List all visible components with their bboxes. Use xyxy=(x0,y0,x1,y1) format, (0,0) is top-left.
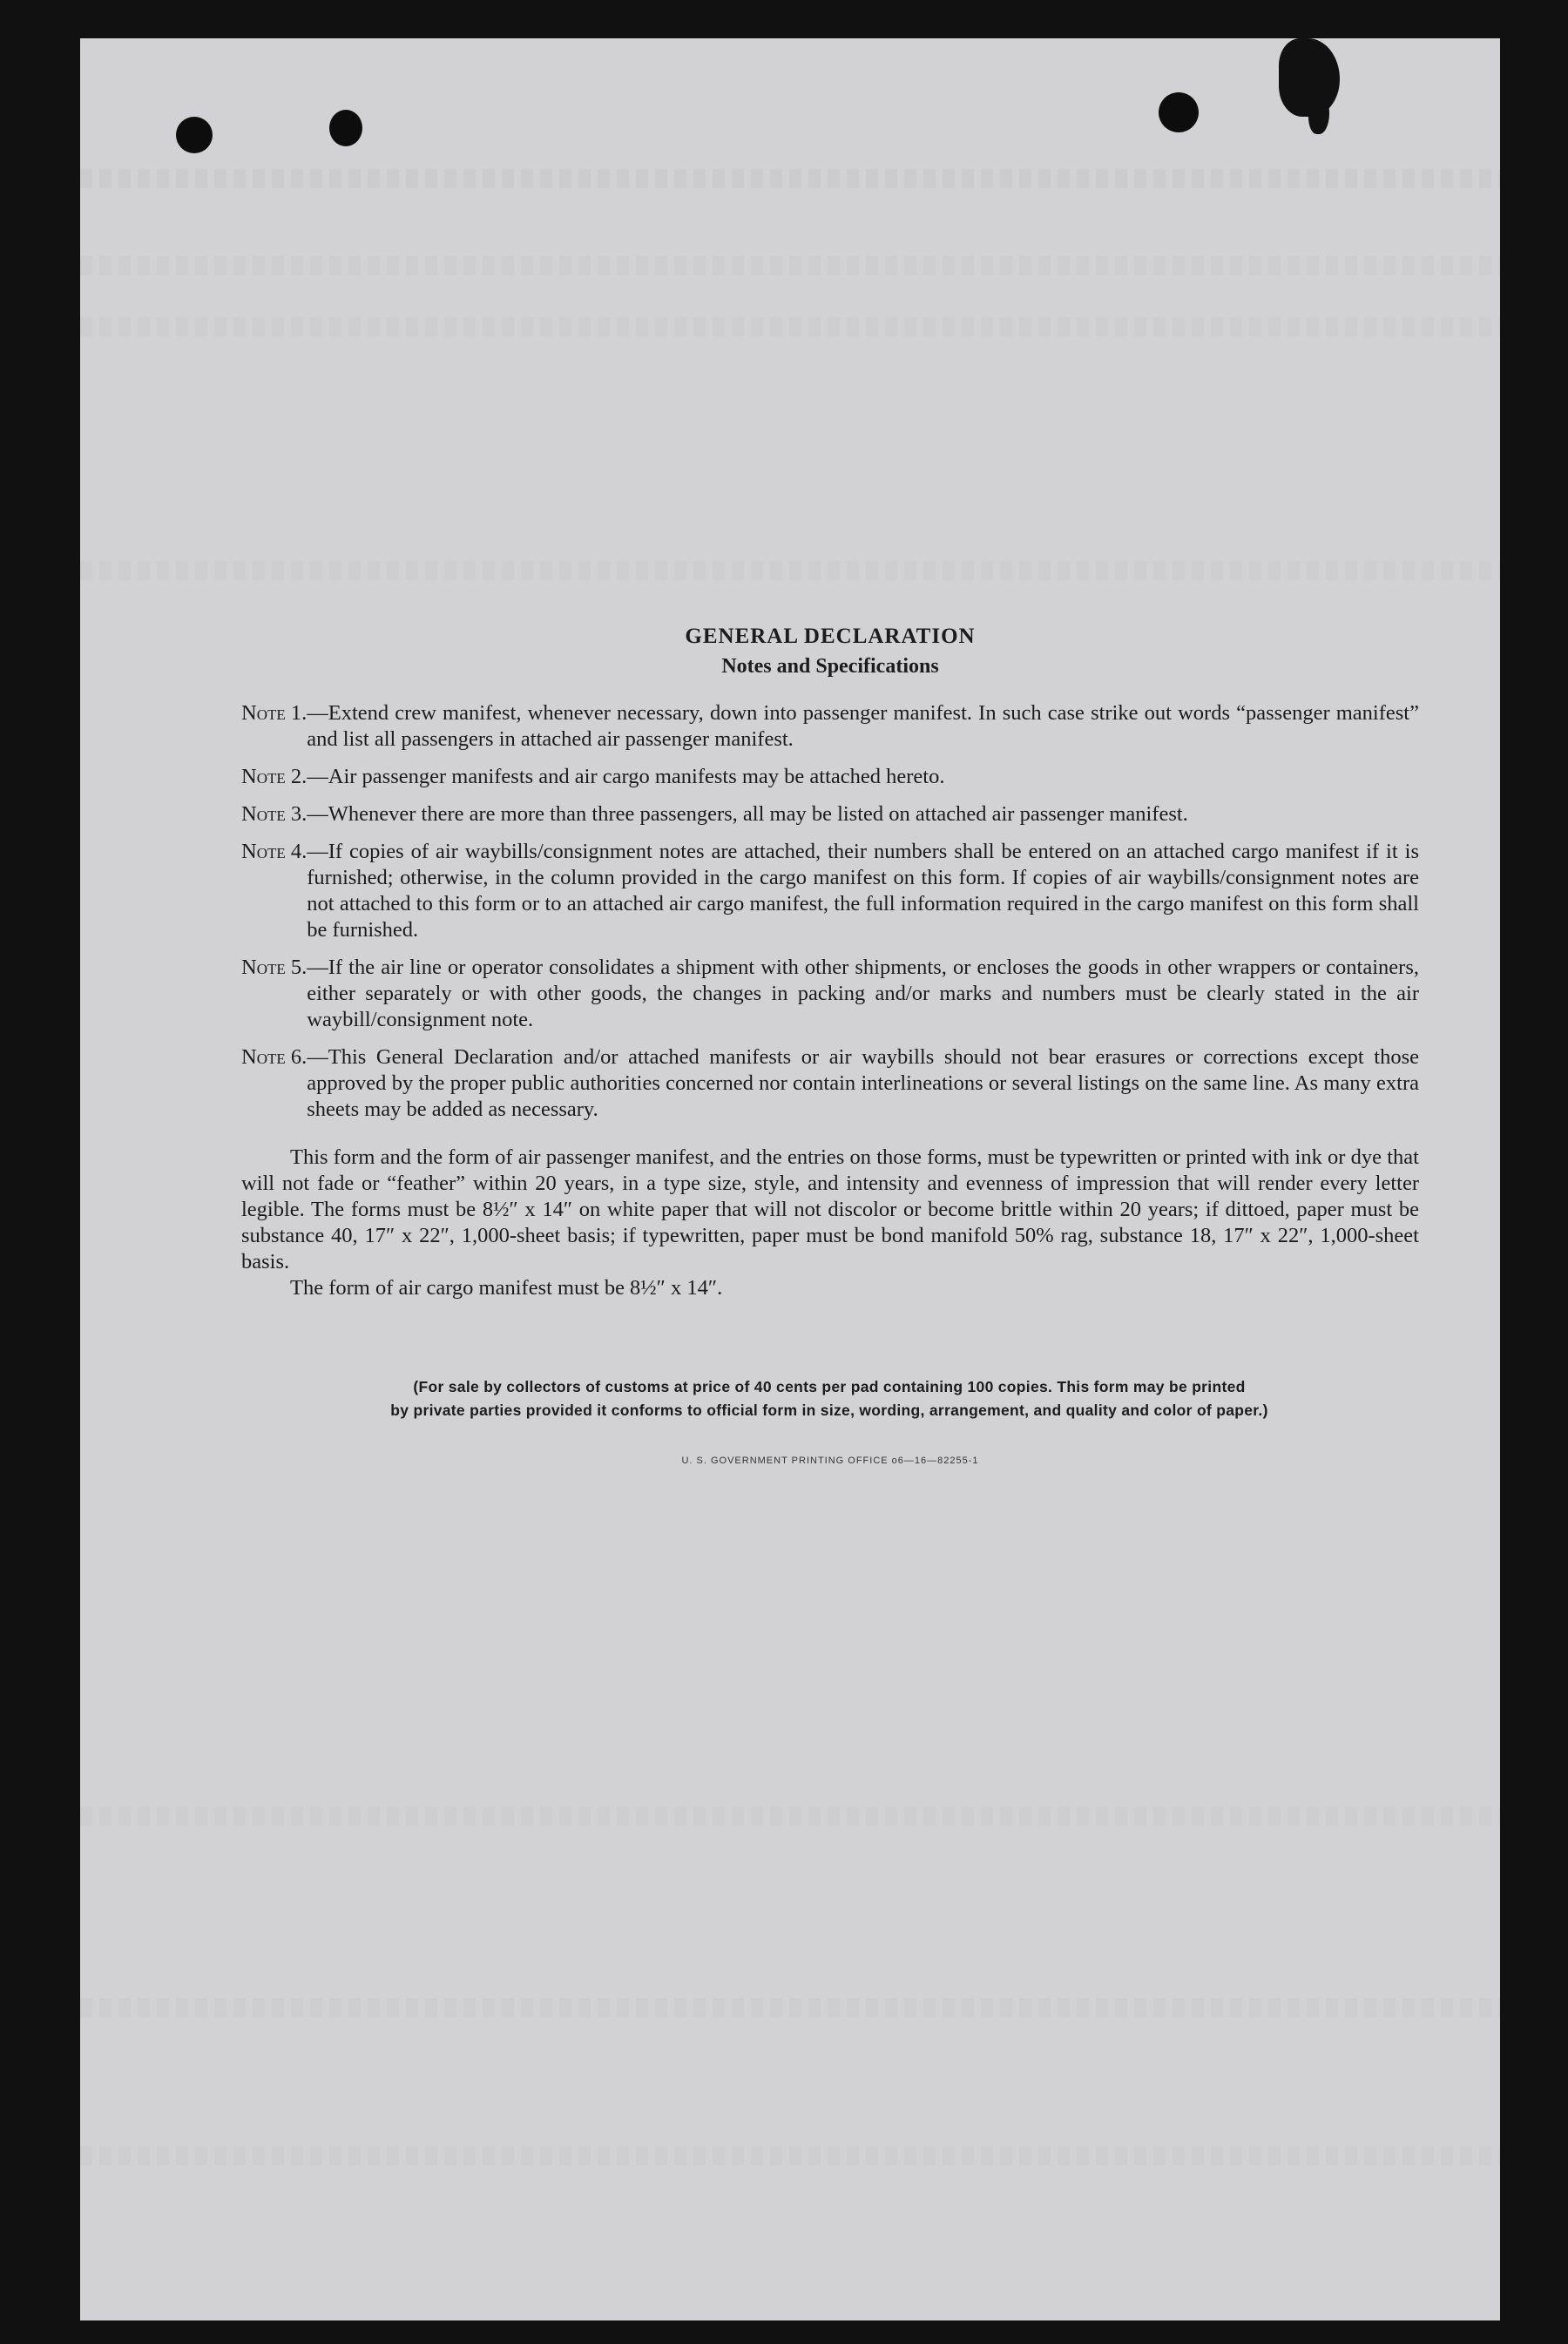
note-text: —Whenever there are more than three passengers, all may be listed on attached air passenger manifest. xyxy=(307,802,1188,826)
note-label: Note 4. xyxy=(241,840,308,863)
punch-hole-left xyxy=(176,117,213,153)
note-6 xyxy=(241,1044,1419,1123)
note-4 xyxy=(241,839,1419,943)
note-1 xyxy=(241,700,1419,753)
form-requirements-paragraph: This form and the form of air passenger manifest, and the entries on those forms, must be typewritten or printed with ink or dye that will not fade or “feather” within 20 years, in a type size, style, and intensity and evenness of impression that will render every letter legible. The forms must be 8½″ x 14″ on white paper that will not discolor or become brittle within 20 years; if dittoed, paper must be substance 40, 17″ x 22″, 1,000-sheet basis; if typewritten, paper must be bond manifold 50% rag, substance 18, 17″ x 22″, 1,000-sheet basis. xyxy=(241,1145,1419,1273)
note-label: Note 1. xyxy=(241,701,308,725)
page-subtitle: Notes and Specifications xyxy=(721,655,939,678)
cargo-manifest-size-paragraph: The form of air cargo manifest must be 8½″ x 14″. xyxy=(290,1276,723,1300)
note-text: —Air passenger manifests and air cargo manifests may be attached hereto. xyxy=(307,765,945,788)
note-5 xyxy=(241,955,1419,1033)
punch-hole-middle xyxy=(329,110,362,146)
sale-note xyxy=(240,1375,1419,1422)
sale-note-line-1: (For sale by collectors of customs at price of 40 cents per pad containing 100 copies. This form may be printed xyxy=(413,1378,1246,1395)
note-text: —If the air line or operator consolidates a shipment with other shipments, or encloses the goods in other wrappers or containers, either separately or with other goods, the changes in packing and/or marks and numbers must be clearly stated in the air waybill/consignment note. xyxy=(307,956,1419,1031)
note-text: —If copies of air waybills/consignment notes are attached, their numbers shall be entered on an attached cargo manifest if it is furnished; otherwise, in the column provided in the cargo manifest on this form. If copies of air waybills/consignment notes are not attached to this form or to an attached air cargo manifest, the full information required in the cargo manifest on this form shall be furnished. xyxy=(307,840,1419,942)
page-title: GENERAL DECLARATION xyxy=(685,625,976,648)
note-label: Note 5. xyxy=(241,956,308,979)
note-text: —Extend crew manifest, whenever necessary, down into passenger manifest. In such case strike out words “passenger manifest” and list all passengers in attached air passenger manifest. xyxy=(307,701,1419,751)
sale-note-line-2: by private parties provided it conforms to official form in size, wording, arrangement, and quality and color of paper.) xyxy=(390,1402,1268,1419)
note-3 xyxy=(241,801,1419,827)
note-label: Note 6. xyxy=(241,1045,308,1069)
note-label: Note 2. xyxy=(241,765,308,788)
note-text: —This General Declaration and/or attached manifests or air waybills should not bear erasures or corrections except those approved by the proper public authorities concerned nor contain interlineations or several listings on the same line. As many extra sheets may be added as necessary. xyxy=(307,1045,1419,1121)
document-page xyxy=(80,38,1500,2320)
note-2 xyxy=(241,764,1419,790)
punch-hole-right xyxy=(1159,92,1199,132)
torn-corner-2 xyxy=(1308,91,1329,134)
notes-content xyxy=(241,622,1419,1466)
note-label: Note 3. xyxy=(241,802,308,826)
printer-imprint: U. S. GOVERNMENT PRINTING OFFICE o6—16—82255-1 xyxy=(681,1456,979,1466)
